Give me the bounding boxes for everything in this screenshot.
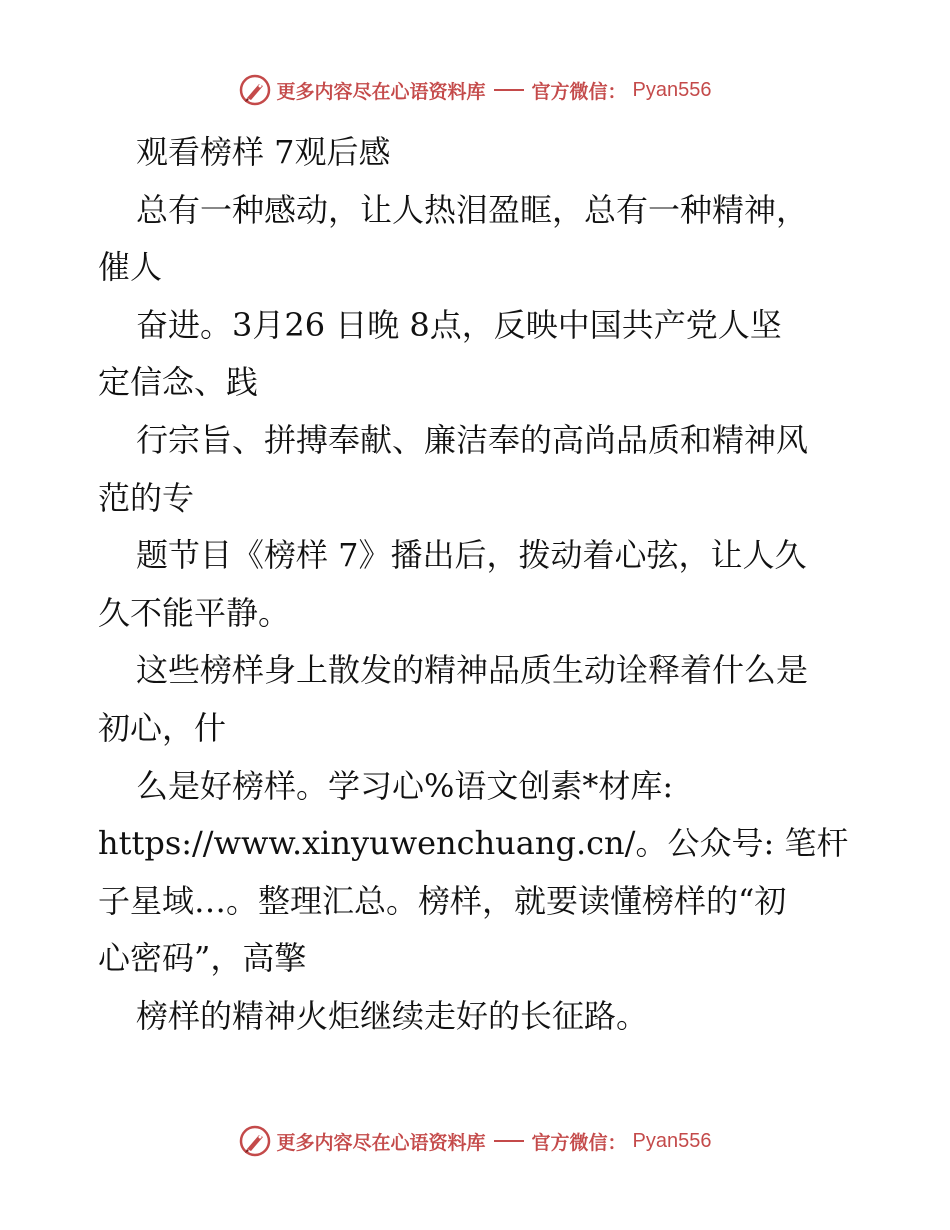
header-banner <box>0 72 950 108</box>
paragraph-line: https://www.xinyuwenchuang.cn/。公众号: 笔杆 <box>98 824 849 863</box>
wechat-label: 官方微信： <box>531 1131 627 1154</box>
wechat-label: 官方微信： <box>531 80 627 103</box>
wechat-id: Pyan556 <box>632 78 712 101</box>
pen-logo-icon <box>239 1125 271 1157</box>
separator-dash <box>494 1140 524 1142</box>
paragraph-line: 题节目《榜样 7》播出后，拨动着心弦，让人久 <box>136 536 807 575</box>
footer-banner <box>0 1123 950 1159</box>
wechat-id: Pyan556 <box>632 1129 712 1152</box>
promo-text: 更多内容尽在心语资料库 <box>276 80 486 103</box>
paragraph-line: 定信念、践 <box>98 363 259 402</box>
paragraph-line: 子星域…。整理汇总。榜样，就要读懂榜样的“初 <box>98 881 787 920</box>
document-body <box>98 124 854 1046</box>
paragraph-line: 久不能平静。 <box>98 593 291 632</box>
paragraph-line: 范的专 <box>98 478 195 517</box>
pen-logo-icon <box>239 74 271 106</box>
paragraph-line: 总有一种感动，让人热泪盈眶，总有一种精神， <box>136 190 809 229</box>
paragraph-line: 心密码”，高擎 <box>98 939 307 978</box>
paragraph-line: 初心，什 <box>98 708 227 747</box>
paragraph-line: 催人 <box>98 248 163 287</box>
paragraph-line: 奋进。3月26 日晚 8点，反映中国共产党人坚 <box>136 305 782 344</box>
separator-dash <box>494 89 524 91</box>
paragraph-line: 么是好榜样。学习心%语文创素*材库: <box>136 766 674 805</box>
paragraph-line: 榜样的精神火炬继续走好的长征路。 <box>136 996 649 1035</box>
document-title: 观看榜样 7观后感 <box>136 133 391 171</box>
paragraph-line: 这些榜样身上散发的精神品质生动诠释着什么是 <box>136 651 809 690</box>
promo-text: 更多内容尽在心语资料库 <box>276 1131 486 1154</box>
paragraph-line: 行宗旨、拼搏奉献、廉洁奉的高尚品质和精神风 <box>136 420 809 459</box>
